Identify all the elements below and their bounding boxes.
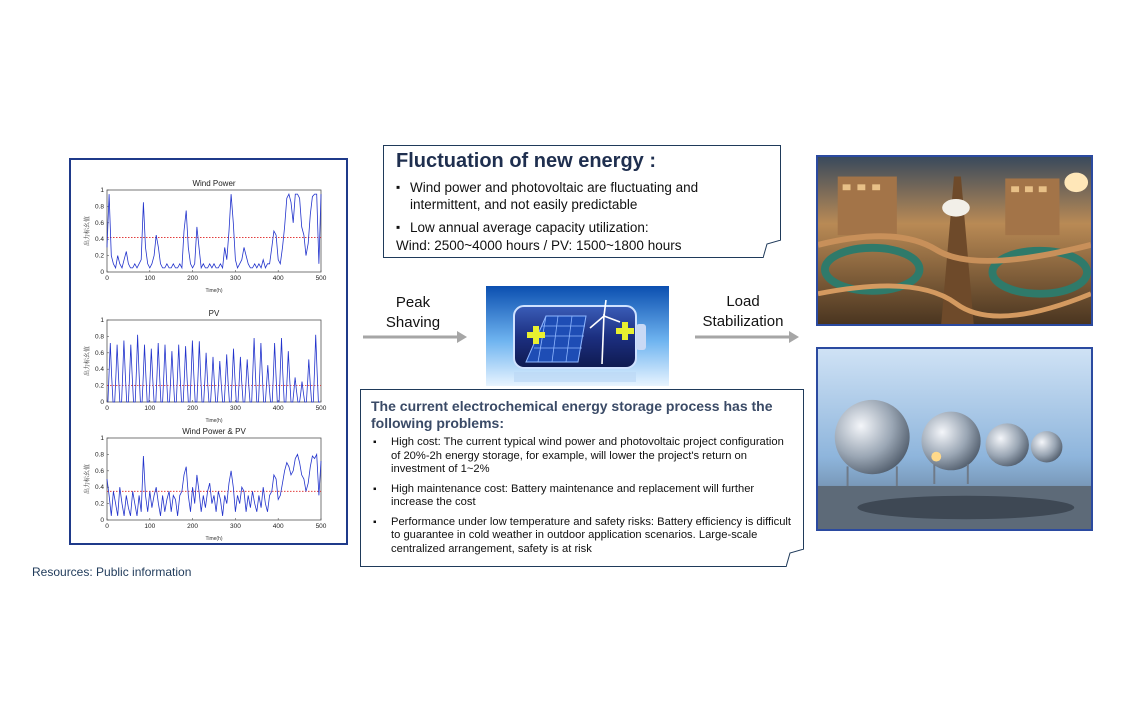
fluctuation-callout: [383, 145, 781, 258]
y-tick-label: 0.6: [94, 349, 104, 357]
x-tick-label: 500: [315, 523, 327, 530]
problems-title: The current electrochemical energy storage process has the following problems:: [371, 398, 773, 431]
y-tick-label: 0: [100, 269, 104, 276]
shaving-label: Shaving: [385, 314, 441, 331]
page-fold-icon: [786, 549, 804, 567]
peak-shaving-label: [378, 293, 448, 333]
plot-area: [107, 438, 321, 520]
x-tick-label: 200: [187, 405, 199, 412]
y-tick-label: 0.6: [94, 467, 104, 475]
x-axis-label: Time(h): [205, 418, 223, 424]
x-axis-label: Time(h): [205, 288, 223, 294]
sources-note: Resources: Public information: [32, 565, 192, 579]
y-tick-label: 1: [100, 187, 104, 194]
y-tick-label: 0: [100, 399, 104, 406]
fluctuation-bullet: ▪ Wind power and photovoltaic are fluctuating and intermittent, and not easily predictable: [396, 179, 768, 213]
x-tick-label: 300: [229, 275, 241, 282]
battery-illustration: [486, 286, 669, 386]
problem-bullet: ▪ Performance under low temperature and safety risks: Battery efficiency is difficult to guarantee in cold weather in outdoor application scenarios. Large-scale centralized arrangement, safety is at risk: [371, 516, 793, 557]
y-tick-label: 0.2: [94, 252, 104, 260]
y-axis-label: 出力标幺值: [84, 345, 91, 377]
chart-panel: [69, 158, 348, 545]
x-tick-label: 0: [105, 523, 109, 530]
x-tick-label: 200: [187, 523, 199, 530]
arrow-right-icon: [695, 330, 801, 344]
y-tick-label: 0.2: [94, 382, 104, 390]
x-tick-label: 0: [105, 275, 109, 282]
y-tick-label: 0.4: [94, 484, 104, 492]
y-tick-label: 0.8: [94, 451, 104, 459]
problem-bullet: ▪ High maintenance cost: Battery maintenance and replacement will further increase the cost: [371, 483, 793, 510]
y-axis-label: 出力标幺值: [84, 463, 91, 495]
problem-bullet: ▪ High cost: The current typical wind power and photovoltaic project configuration of 20%-2h energy storage, for example, will lower the project's return on investment of 1~2%: [371, 436, 793, 477]
fluctuation-title: Fluctuation of new energy :: [396, 150, 657, 172]
x-tick-label: 400: [272, 523, 284, 530]
y-tick-label: 1: [100, 317, 104, 324]
x-tick-label: 500: [315, 405, 327, 412]
problems-list: [371, 436, 793, 556]
y-tick-label: 1: [100, 435, 104, 442]
arrow-right-icon: [363, 330, 469, 344]
y-axis-label: 出力标幺值: [84, 215, 91, 247]
x-tick-label: 100: [144, 523, 156, 530]
y-tick-label: 0.2: [94, 500, 104, 508]
peak-label: Peak: [395, 294, 431, 311]
load-stabilization-label: [695, 292, 791, 332]
load-label: Load: [726, 293, 760, 310]
y-tick-label: 0.4: [94, 366, 104, 374]
storage-tanks-photo: [816, 347, 1093, 531]
y-tick-label: 0: [100, 517, 104, 524]
stabilization-label: Stabilization: [702, 313, 784, 330]
fluctuation-list: [396, 179, 768, 236]
chart-title: Wind Power & PV: [182, 427, 246, 436]
charts-svg: [71, 160, 350, 547]
fluctuation-bullet: ▪ Low annual average capacity utilization:: [396, 219, 768, 236]
x-tick-label: 300: [229, 523, 241, 530]
plot-area: [107, 190, 321, 272]
x-tick-label: 0: [105, 405, 109, 412]
y-tick-label: 0.8: [94, 333, 104, 341]
x-tick-label: 400: [272, 405, 284, 412]
x-tick-label: 500: [315, 275, 327, 282]
x-tick-label: 100: [144, 275, 156, 282]
y-tick-label: 0.4: [94, 236, 104, 244]
y-tick-label: 0.8: [94, 203, 104, 211]
chart-title: Wind Power: [192, 179, 236, 188]
chart-title: PV: [208, 309, 220, 318]
x-axis-label: Time(h): [205, 536, 223, 542]
page-fold-icon: [763, 240, 781, 258]
industrial-plant-photo: [816, 155, 1093, 326]
x-tick-label: 300: [229, 405, 241, 412]
x-tick-label: 100: [144, 405, 156, 412]
capacity-hours: Wind: 2500~4000 hours / PV: 1500~1800 hours: [396, 238, 682, 253]
problems-callout: [360, 389, 804, 567]
x-tick-label: 200: [187, 275, 199, 282]
y-tick-label: 0.6: [94, 219, 104, 227]
x-tick-label: 400: [272, 275, 284, 282]
